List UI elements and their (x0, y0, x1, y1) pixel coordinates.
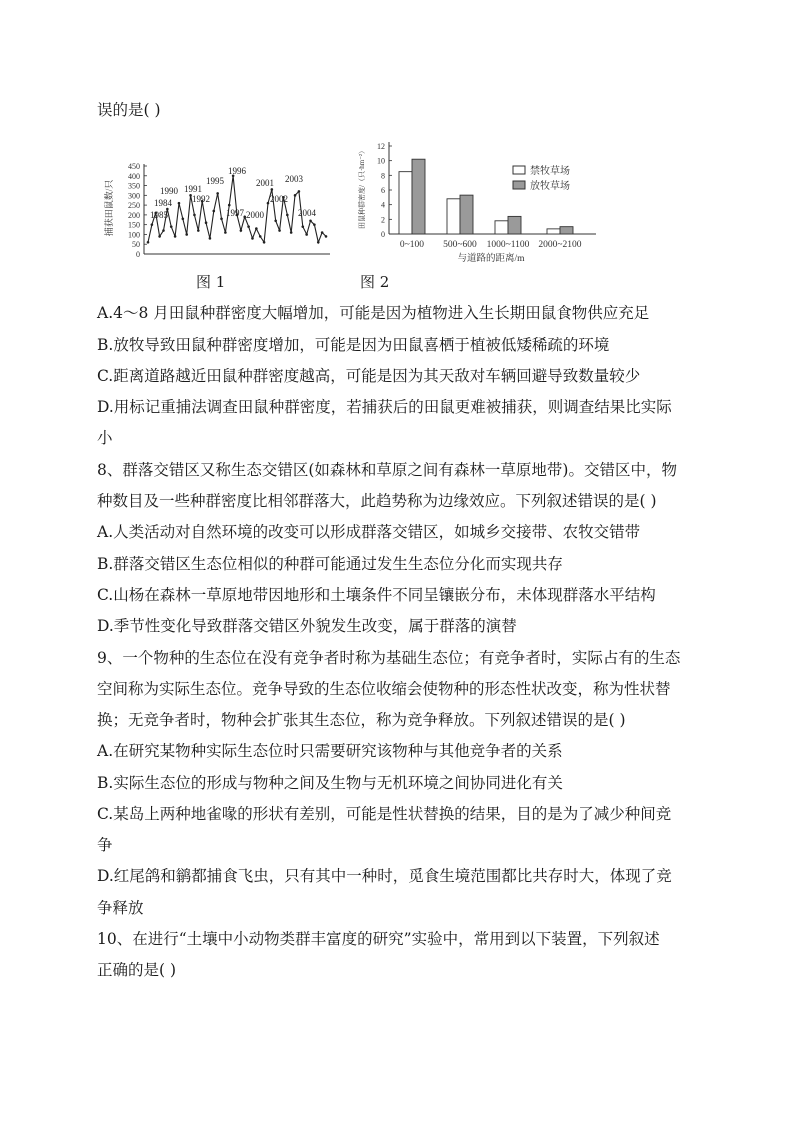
legend-label-grazing: 放牧草场 (530, 181, 570, 192)
fig1-point (185, 233, 188, 236)
legend-swatch-grazing-ban (513, 166, 525, 174)
fig1-year-label: 1985 (150, 210, 168, 220)
fig2-y-tick-label: 10 (377, 156, 385, 166)
fig1-point (255, 227, 258, 230)
figure-1-chart (100, 158, 340, 264)
fig1-point (251, 237, 254, 240)
fig1-year-label: 2004 (298, 208, 316, 218)
q7-option-d-cont: 小 (97, 429, 113, 447)
fig2-bar (460, 195, 473, 234)
q8-option-b: B.群落交错区生态位相似的种群可能通过发生生态位分化而实现共存 (97, 555, 563, 573)
fig2-x-tick-label: 0~100 (399, 240, 425, 250)
question-stem-tail: 误的是( ) (97, 101, 161, 119)
fig1-year-label: 1990 (160, 186, 178, 196)
fig1-y-tick-label: 300 (128, 191, 140, 201)
fig2-x-axis-label: 与道路的距离/m (457, 254, 525, 264)
fig1-point (321, 231, 324, 234)
fig2-bar (508, 216, 521, 234)
fig1-point (267, 202, 270, 205)
q7-option-d: D.用标记重捕法调查田鼠种群密度，若捕获后的田鼠更难被捕获，则调查结果比实际 (97, 398, 672, 416)
q7-option-b: B.放牧导致田鼠种群密度增加，可能是因为田鼠喜栖于植被低矮稀疏的环境 (97, 336, 610, 354)
fig2-bar (412, 159, 425, 234)
fig1-point (193, 214, 196, 217)
fig1-point (313, 223, 316, 226)
q9-option-b: B.实际生态位的形成与物种之间及生物与无机环境之间协同进化有关 (97, 774, 563, 792)
fig1-point (209, 237, 212, 240)
fig1-year-label: 1997 (226, 208, 244, 218)
q8-stem-line-2: 种数目及一些种群密度比相邻群落大，此趋势称为边缘效应。下列叙述错误的是( ) (97, 492, 657, 510)
fig1-y-tick-label: 350 (128, 181, 140, 191)
fig2-x-tick-label: 500~600 (443, 240, 477, 250)
fig1-y-axis-label: 捕获田鼠数/只 (104, 179, 114, 237)
q9-stem-line-2: 空间称为实际生态位。竞争导致的生态位收缩会使物种的形态性状改变，称为性状替 (97, 680, 671, 698)
fig1-point (259, 235, 262, 238)
fig1-point (301, 225, 304, 228)
fig1-point (298, 190, 301, 193)
fig1-point (247, 225, 250, 228)
fig1-point (220, 218, 223, 221)
q9-option-d-cont: 争释放 (97, 899, 144, 917)
fig2-y-tick-label: 8 (381, 171, 385, 181)
q9-option-c-cont: 争 (97, 836, 113, 854)
fig1-point (228, 204, 231, 207)
fig1-point (182, 218, 185, 221)
fig1-year-label: 1995 (206, 176, 224, 186)
q7-option-a: A.4～8 月田鼠种群密度大幅增加，可能是因为植物进入生长期田鼠食物供应充足 (97, 304, 650, 322)
fig1-y-tick-label: 150 (128, 220, 140, 230)
fig2-bar (547, 229, 560, 234)
fig2-bar (495, 221, 508, 234)
fig1-point (147, 241, 150, 244)
fig1-point (290, 231, 293, 234)
fig1-y-tick-label: 50 (132, 240, 140, 250)
fig1-year-label: 2003 (285, 174, 303, 184)
fig1-point (178, 202, 181, 205)
fig1-y-tick-label: 400 (128, 171, 140, 181)
fig1-point (170, 225, 173, 228)
q10-stem-line-2: 正确的是( ) (97, 961, 177, 979)
fig1-year-label: 1992 (192, 194, 210, 204)
fig1-y-tick-label: 100 (128, 230, 140, 240)
figure-1-caption: 图 1 (196, 273, 226, 291)
q8-option-c: C.山杨在森林一草原地带因地形和土壤条件不同呈镶嵌分布，未体现群落水平结构 (97, 586, 656, 604)
fig1-point (294, 194, 297, 197)
q9-option-d: D.红尾鸽和鹟都捕食飞虫，只有其中一种时，觅食生境范围都比共存时大，体现了竞 (97, 867, 672, 885)
fig1-point (151, 223, 154, 226)
figure-2 (356, 136, 606, 270)
fig1-y-tick-label: 450 (128, 162, 140, 171)
figure-2-caption: 图 2 (360, 273, 390, 291)
fig1-point (325, 235, 328, 238)
q9-option-a: A.在研究某物种实际生态位时只需要研究该物种与其他竞争者的关系 (97, 742, 563, 760)
fig1-year-label: 1996 (228, 166, 246, 176)
fig1-point (274, 219, 277, 222)
fig2-y-tick-label: 0 (381, 230, 385, 239)
fig1-point (197, 229, 200, 232)
q7-option-c: C.距离道路越近田鼠种群密度越高，可能是因为其天敌对车辆回避导致数量较少 (97, 367, 641, 385)
fig1-point (305, 233, 308, 236)
fig1-point (317, 241, 320, 244)
q9-stem-line-3: 换；无竞争者时，物种会扩张其生态位，称为竞争释放。下列叙述错误的是( ) (97, 711, 626, 729)
figure-1 (100, 158, 340, 268)
fig1-point (224, 231, 227, 234)
fig1-point (174, 235, 177, 238)
fig1-year-label: 2000 (246, 210, 264, 220)
q9-option-c: C.某岛上两种地雀喙的形状有差别，可能是性状替换的结果，目的是为了减少种间竞 (97, 805, 672, 823)
q8-stem-line-1: 8、群落交错区又称生态交错区(如森林和草原之间有森林一草原地带)。交错区中，物 (97, 461, 677, 479)
fig1-point (309, 219, 312, 222)
fig2-legend (513, 164, 570, 192)
fig1-point (240, 229, 243, 232)
fig1-year-label: 2001 (256, 178, 274, 188)
fig2-x-tick-label: 1000~1100 (486, 240, 530, 250)
fig1-year-label: 2002 (270, 194, 288, 204)
legend-label-grazing-ban: 禁牧草场 (530, 166, 570, 177)
fig1-point (158, 235, 161, 238)
q10-stem-line-1: 10、在进行“土壤中小动物类群丰富度的研究”实验中，常用到以下装置，下列叙述 (97, 930, 660, 948)
fig1-y-tick-label: 200 (128, 210, 140, 220)
fig2-bar (560, 227, 573, 234)
fig2-bar (399, 172, 412, 234)
fig2-y-tick-label: 12 (377, 142, 385, 151)
fig2-y-tick-label: 4 (381, 200, 385, 210)
q8-option-d: D.季节性变化导致群落交错区外貌发生改变，属于群落的演替 (97, 617, 517, 635)
fig2-y-tick-label: 6 (381, 186, 385, 195)
fig1-point (212, 210, 215, 213)
figure-2-chart (356, 136, 606, 266)
fig1-point (278, 229, 281, 232)
fig2-x-tick-label: 2000~2100 (538, 240, 582, 250)
fig1-point (216, 192, 219, 195)
fig1-year-label: 1991 (184, 184, 202, 194)
fig1-point (271, 188, 274, 191)
fig1-point (286, 214, 289, 217)
fig2-y-tick-label: 2 (381, 215, 385, 225)
fig1-y-tick-label: 250 (128, 201, 140, 211)
fig1-point (263, 241, 266, 244)
q9-stem-line-1: 9、一个物种的生态位在没有竞争者时称为基础生态位；有竞争者时，实际占有的生态 (97, 649, 681, 667)
fig1-y-tick-label: 0 (136, 250, 140, 259)
fig2-bar (447, 199, 460, 234)
q8-option-a: A.人类活动对自然环境的改变可以形成群落交错区，如城乡交接带、农牧交错带 (97, 523, 641, 541)
fig1-point (205, 221, 208, 224)
fig1-year-label: 1984 (154, 198, 172, 208)
legend-swatch-grazing (513, 181, 525, 189)
fig2-y-axis-label: 田鼠种群密度/（只·hm⁻²） (358, 146, 366, 230)
fig1-point (162, 229, 165, 232)
